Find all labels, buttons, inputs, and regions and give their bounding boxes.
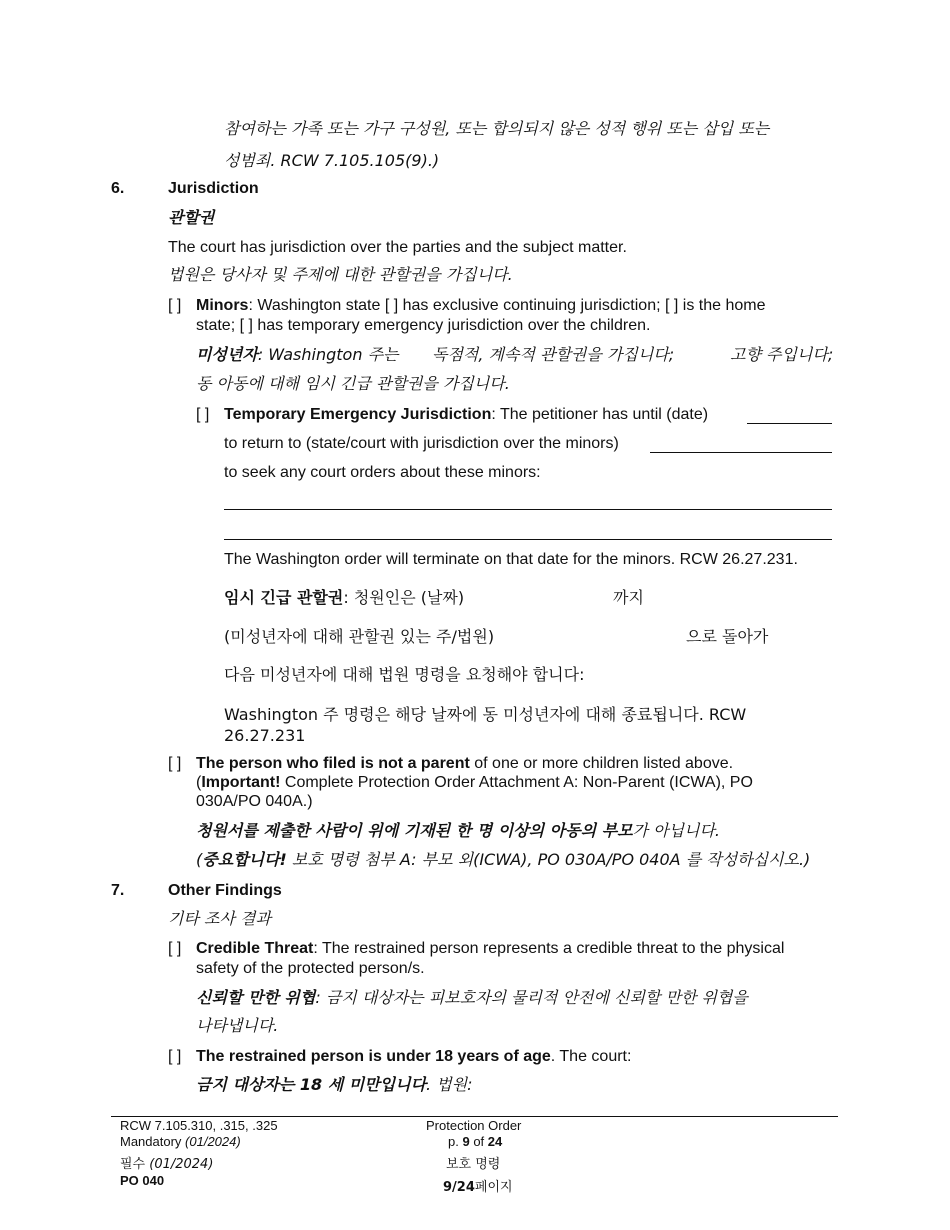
tej-ko-f: Washington 주 명령은 해당 날짜에 동 미성년자에 대해 종료됩니다. RCW (224, 705, 747, 724)
footer-mandatory-ko-label: 필수 (120, 1157, 150, 1172)
footer-mandatory-label: Mandatory (120, 1134, 186, 1149)
tej-text-4: The Washington order will terminate on that date for the minors. RCW 26.27.231. (224, 551, 798, 568)
tej-ko-a: : 청원인은 (날짜) (343, 588, 465, 607)
tej-label: Temporary Emergency Jurisdiction (224, 406, 492, 423)
exclusive-jurisdiction-checkbox[interactable]: [ ] (384, 297, 399, 314)
tej-text-3: to seek any court orders about these minors: (224, 464, 541, 481)
tej-ko-line1 (224, 585, 464, 608)
tej-ko-b: 까지 (613, 588, 644, 607)
tej-state-court-field[interactable] (650, 452, 832, 453)
footer-page-of: of (469, 1134, 488, 1149)
section-7-number: 7. (111, 882, 125, 899)
footer-mandatory-ko-date: (01/2024) (149, 1157, 214, 1172)
section-6-title-ko: 관할권 (168, 208, 215, 227)
footer-doc-title-ko: 보호 명령 (446, 1157, 501, 1172)
tej-ko-d: 으로 돌아가 (686, 627, 769, 646)
tej-ko-label: 임시 긴급 관할권 (224, 588, 344, 607)
nonparent-label: The person who filed is not a parent (196, 755, 470, 772)
footer-page-total: 24 (487, 1134, 503, 1149)
minors-ko-b: 독점적, 계속적 관할권을 가집니다; (432, 345, 675, 364)
tej-orders-field-2[interactable] (224, 539, 832, 540)
nonparent-ko-open: ( (196, 850, 203, 869)
credible-threat-label: Credible Threat (196, 940, 314, 957)
footer-rule (111, 1116, 838, 1117)
nonparent-text-1: of one or more children listed above. (469, 755, 734, 772)
tej-text-1: : The petitioner has until (date) (491, 406, 709, 423)
nonparent-important: Important! (201, 774, 281, 791)
minors-ko-line2: 동 아동에 대해 임시 긴급 관할권을 가집니다. (196, 374, 510, 393)
tej-date-field[interactable] (747, 423, 832, 424)
jurisdiction-statement: The court has jurisdiction over the parties and the subject matter. (168, 239, 627, 256)
credible-threat-ko-line1 (196, 985, 748, 1008)
nonparent-ko-important: 중요합니다! (202, 850, 287, 869)
nonparent-ko-label: 청원서를 제출한 사람이 위에 기재된 한 명 이상의 아동의 부모 (196, 821, 633, 840)
minors-line1 (196, 297, 765, 315)
minors-text-2: has exclusive continuing jurisdiction; (398, 297, 665, 314)
minors-text-3: is the home (678, 297, 766, 314)
tej-checkbox[interactable]: [ ] (196, 406, 210, 423)
tej-ko-e: 다음 미성년자에 대해 법원 명령을 요청해야 합니다: (224, 665, 585, 684)
under18-ko-line1 (196, 1072, 473, 1095)
credible-threat-text-2: safety of the protected person/s. (196, 960, 425, 977)
footer-page-ko (443, 1176, 513, 1195)
minors-text-1: : Washington state (248, 297, 385, 314)
tej-ko-g: 26.27.231 (224, 726, 306, 745)
minors-ko-a: : Washington 주는 (257, 345, 399, 364)
jurisdiction-statement-ko: 법원은 당사자 및 주제에 대한 관할권을 가집니다. (168, 265, 513, 284)
tej-ko-c: (미성년자에 대해 관할권 있는 주/법원) (224, 627, 495, 646)
minors-text-5: has temporary emergency jurisdiction over the children. (252, 317, 651, 334)
footer-mandatory-date: (01/2024) (185, 1134, 241, 1149)
minors-ko-line1 (196, 342, 398, 365)
minors-ko-label: 미성년자 (196, 345, 258, 364)
credible-threat-ko-a: : 금지 대상자는 피보호자의 물리적 안전에 신뢰할 만한 위협을 (315, 988, 748, 1007)
minors-line2 (196, 317, 650, 335)
footer-form-number: PO 040 (120, 1173, 165, 1188)
minors-text-4: state; (196, 317, 240, 334)
credible-threat-line1 (196, 940, 784, 958)
under18-line1 (196, 1048, 631, 1066)
footer-page-prefix: p. (448, 1134, 463, 1149)
continued-text-line1: 참여하는 가족 또는 가구 구성원, 또는 합의되지 않은 성적 행위 또는 삽입 또는 (224, 119, 770, 138)
footer-mandatory (120, 1134, 241, 1149)
nonparent-line2 (196, 774, 753, 792)
tej-line1 (224, 406, 708, 424)
nonparent-text-3: 030A/PO 040A.) (196, 793, 313, 810)
footer-rcw: RCW 7.105.310, .315, .325 (120, 1118, 278, 1133)
nonparent-ko-rest: 보호 명령 첨부 A: 부모 외(ICWA), PO 030A/PO 040A 를 작성하십시오.) (286, 850, 811, 869)
section-7-title-ko: 기타 조사 결과 (168, 909, 271, 928)
footer-page (448, 1134, 502, 1149)
section-6-title: Jurisdiction (168, 180, 259, 197)
section-7-title: Other Findings (168, 882, 282, 899)
footer-doc-title: Protection Order (426, 1118, 522, 1133)
footer-page-num: 9 (462, 1134, 470, 1149)
nonparent-text-2: Complete Protection Order Attachment A: Non-Parent (ICWA), PO (280, 774, 753, 791)
nonparent-checkbox[interactable]: [ ] (168, 755, 182, 772)
credible-threat-ko-b: 나타냅니다. (196, 1016, 279, 1035)
under18-label: The restrained person is under 18 years of age (196, 1048, 551, 1065)
nonparent-open-paren: ( (196, 774, 202, 791)
under18-ko-a: . 법원: (426, 1075, 473, 1094)
continued-text-line2: 성범죄. RCW 7.105.105(9).) (224, 151, 440, 170)
minors-label: Minors (196, 297, 249, 314)
footer-page-ko-num: 9/24 (443, 1180, 475, 1195)
credible-threat-checkbox[interactable]: [ ] (168, 940, 182, 957)
nonparent-ko-tail: 가 아닙니다. (632, 821, 720, 840)
tej-orders-field-1[interactable] (224, 509, 832, 510)
under18-ko-label: 금지 대상자는 18 세 미만입니다 (196, 1075, 427, 1094)
nonparent-ko-line2 (196, 847, 810, 870)
temporary-emergency-checkbox[interactable]: [ ] (239, 317, 253, 334)
home-state-checkbox[interactable]: [ ] (664, 297, 679, 314)
credible-threat-text-1: : The restrained person represents a credible threat to the physical (313, 940, 785, 957)
nonparent-line1 (196, 755, 733, 773)
minors-ko-c: 고향 주입니다; (730, 345, 834, 364)
tej-text-2: to return to (state/court with jurisdiction over the minors) (224, 435, 619, 452)
nonparent-ko-line1 (196, 818, 720, 841)
minors-checkbox[interactable]: [ ] (168, 297, 182, 314)
credible-threat-ko-label: 신뢰할 만한 위협 (196, 988, 316, 1007)
under18-checkbox[interactable]: [ ] (168, 1048, 182, 1065)
footer-page-ko-suffix: 페이지 (474, 1180, 513, 1195)
under18-text-1: . The court: (550, 1048, 632, 1065)
footer-mandatory-ko (120, 1153, 213, 1172)
section-6-number: 6. (111, 180, 125, 197)
